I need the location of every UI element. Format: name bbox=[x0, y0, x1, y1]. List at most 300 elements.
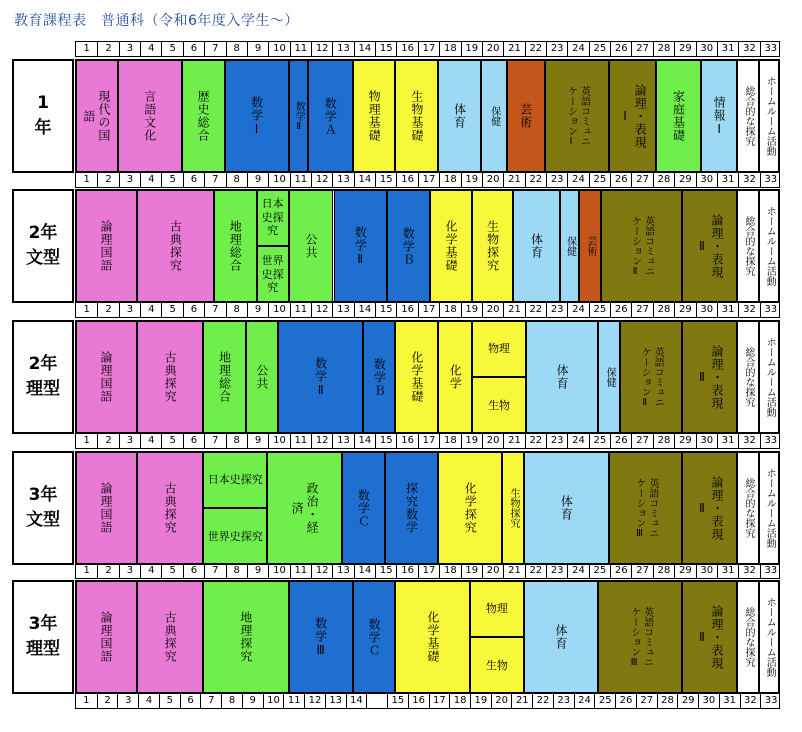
subject-cell bbox=[609, 451, 682, 565]
subject-name-part: 論理・表現 bbox=[633, 83, 648, 149]
subject-name-part: 数学Ⅲ bbox=[313, 616, 328, 658]
year-label-line: 文型 bbox=[26, 510, 60, 530]
period-number: 12 bbox=[311, 434, 332, 448]
subject-name-part: 政治・経 bbox=[305, 482, 320, 534]
subject-name-part: 語 bbox=[81, 109, 96, 123]
subject-name-part: 数学Ｂ bbox=[401, 226, 416, 266]
subject-label bbox=[439, 60, 480, 172]
period-number: 27 bbox=[631, 303, 652, 317]
period-number: 23 bbox=[546, 564, 567, 578]
subject-label bbox=[738, 190, 757, 302]
period-number: 33 bbox=[760, 694, 781, 708]
year-label-line: 3年 bbox=[28, 614, 58, 635]
subject-name-part: 論理国語 bbox=[98, 611, 113, 663]
period-number: 22 bbox=[525, 303, 546, 317]
period-number: 17 bbox=[418, 303, 439, 317]
period-number: 19 bbox=[461, 434, 482, 448]
subject-name-part: 情報Ⅰ bbox=[712, 95, 727, 137]
period-number: 16 bbox=[396, 173, 417, 187]
period-number: 27 bbox=[631, 434, 652, 448]
subject-cell bbox=[137, 451, 203, 565]
period-number: 12 bbox=[311, 564, 332, 578]
subject-cell bbox=[75, 320, 137, 434]
subject-name-part: 済 bbox=[290, 501, 305, 515]
period-number: 32 bbox=[738, 303, 759, 317]
subject-label bbox=[290, 190, 333, 302]
subject-name-part: 芸術 bbox=[518, 103, 533, 129]
period-number: 17 bbox=[418, 42, 439, 56]
period-number: 8 bbox=[226, 303, 247, 317]
period-number: 4 bbox=[140, 434, 161, 448]
subject-label bbox=[610, 452, 681, 564]
subject-name-part: 数学Ｂ bbox=[372, 357, 387, 397]
period-number: 26 bbox=[610, 42, 631, 56]
subject-name-part: ホームルーム活動 bbox=[764, 468, 776, 548]
period-number: 1 bbox=[83, 695, 90, 706]
subject-label bbox=[354, 60, 395, 172]
subject-cell bbox=[737, 59, 758, 173]
period-number: 8 bbox=[226, 434, 247, 448]
subject-name-part: 家庭基礎 bbox=[671, 90, 686, 142]
subject-name-part: 数学Ｃ bbox=[367, 617, 382, 657]
subject-name-part: ケーションⅡ bbox=[629, 215, 641, 277]
subject-cell bbox=[430, 189, 473, 303]
period-number: 32 bbox=[738, 42, 759, 56]
subject-name: 日本史探究 bbox=[261, 196, 284, 238]
period-number: 15 bbox=[375, 303, 396, 317]
period-number: 32 bbox=[738, 564, 759, 578]
period-number: 3 bbox=[117, 694, 138, 708]
period-number: 10 bbox=[268, 42, 289, 56]
subject-label bbox=[525, 452, 608, 564]
subject-cell bbox=[438, 59, 481, 173]
period-number: 15 bbox=[387, 694, 408, 708]
period-number: 6 bbox=[183, 434, 204, 448]
period-number: 1 bbox=[83, 174, 90, 185]
subject-name-part: 保健 bbox=[488, 106, 500, 126]
period-number: 33 bbox=[760, 564, 781, 578]
subject-name-part: 化学探究 bbox=[463, 482, 478, 534]
period-number: 20 bbox=[482, 564, 503, 578]
period-number: 13 bbox=[332, 564, 353, 578]
subject-label bbox=[473, 190, 512, 302]
subject-label bbox=[354, 581, 395, 693]
year-label bbox=[12, 451, 74, 565]
period-number: 29 bbox=[674, 564, 695, 578]
subject-cell bbox=[682, 189, 738, 303]
period-number: 28 bbox=[653, 564, 674, 578]
period-number: 11 bbox=[290, 434, 311, 448]
period-number-row bbox=[75, 302, 780, 318]
period-number: 16 bbox=[396, 303, 417, 317]
subject-name-part: 体育 bbox=[452, 103, 467, 129]
year-label-line: 2年 bbox=[28, 354, 58, 375]
period-number: 22 bbox=[525, 173, 546, 187]
subject-cell bbox=[203, 508, 267, 565]
subject-name-part: 数学Ⅰ bbox=[249, 95, 264, 137]
period-number: 7 bbox=[204, 42, 225, 56]
period-number: 26 bbox=[610, 434, 631, 448]
subject-cell bbox=[118, 59, 182, 173]
subject-cell bbox=[656, 59, 701, 173]
subject-label bbox=[503, 452, 522, 564]
subject-cell bbox=[759, 189, 780, 303]
subject-name-part: ホームルーム活動 bbox=[764, 76, 776, 156]
subject-cell bbox=[225, 59, 289, 173]
subject-name-part: 総合的な探究 bbox=[742, 347, 754, 407]
period-number-row bbox=[75, 563, 780, 579]
period-number: 29 bbox=[674, 303, 695, 317]
subject-cell bbox=[203, 580, 288, 694]
period-number: 6 bbox=[183, 303, 204, 317]
subject-label bbox=[335, 190, 386, 302]
period-number: 22 bbox=[532, 694, 553, 708]
subject-cell bbox=[481, 59, 507, 173]
subject-cell bbox=[560, 189, 579, 303]
period-number: 8 bbox=[226, 564, 247, 578]
subject-cell bbox=[75, 451, 137, 565]
subject-name: 物理 bbox=[485, 601, 508, 615]
subject-label bbox=[119, 60, 181, 172]
subject-name-part: 総合的な探究 bbox=[742, 86, 754, 146]
subject-label bbox=[599, 321, 618, 433]
subject-name-part: 数学Ⅱ bbox=[293, 100, 305, 132]
subject-name-part: 生物探究 bbox=[507, 488, 519, 528]
subject-label bbox=[580, 190, 599, 302]
subject-cell bbox=[545, 59, 609, 173]
period-number: 26 bbox=[610, 303, 631, 317]
period-number: 23 bbox=[546, 173, 567, 187]
period-number: 5 bbox=[159, 694, 180, 708]
year-label-line: 理型 bbox=[26, 639, 60, 659]
subject-label bbox=[76, 581, 136, 693]
period-number: 28 bbox=[653, 173, 674, 187]
subject-label bbox=[138, 190, 213, 302]
subject-name-part: 現代の国 bbox=[96, 90, 111, 142]
period-number: 21 bbox=[503, 303, 524, 317]
subject-name-part: 化学 bbox=[448, 364, 463, 390]
subject-name-part: 総合的な探究 bbox=[742, 216, 754, 276]
subject-cell bbox=[759, 451, 780, 565]
period-number: 9 bbox=[247, 434, 268, 448]
period-number: 23 bbox=[546, 42, 567, 56]
period-number bbox=[366, 694, 387, 708]
subject-cell bbox=[737, 320, 758, 434]
period-number: 31 bbox=[717, 303, 738, 317]
subject-label bbox=[396, 321, 437, 433]
subject-label bbox=[183, 60, 224, 172]
subject-label bbox=[702, 60, 736, 172]
subject-cell bbox=[502, 451, 523, 565]
subject-cell bbox=[342, 451, 385, 565]
period-number: 12 bbox=[304, 694, 325, 708]
period-number: 8 bbox=[226, 42, 247, 56]
subject-cell bbox=[289, 189, 334, 303]
period-number: 4 bbox=[140, 564, 161, 578]
subject-label bbox=[508, 60, 544, 172]
period-number: 29 bbox=[677, 694, 698, 708]
period-number-row bbox=[75, 41, 780, 57]
period-number: 17 bbox=[418, 564, 439, 578]
period-number-row bbox=[75, 693, 780, 709]
year-label bbox=[12, 320, 74, 434]
subject-cell bbox=[395, 580, 470, 694]
period-number: 28 bbox=[653, 303, 674, 317]
subject-name-part: 保健 bbox=[604, 367, 616, 387]
period-number: 6 bbox=[180, 694, 201, 708]
subject-label bbox=[439, 321, 471, 433]
period-number: 27 bbox=[631, 564, 652, 578]
subject-cell bbox=[682, 451, 738, 565]
subject-label bbox=[386, 452, 437, 564]
period-number: 32 bbox=[738, 434, 759, 448]
period-number: 24 bbox=[567, 564, 588, 578]
subject-cell bbox=[759, 580, 780, 694]
subject-cell bbox=[682, 320, 738, 434]
subject-label bbox=[683, 321, 737, 433]
period-number: 18 bbox=[439, 564, 460, 578]
period-number: 29 bbox=[674, 42, 695, 56]
period-number: 20 bbox=[482, 303, 503, 317]
subject-name-part: 生物探究 bbox=[485, 220, 500, 272]
subject-label bbox=[738, 321, 757, 433]
period-number: 13 bbox=[332, 434, 353, 448]
period-number: 30 bbox=[696, 434, 717, 448]
subject-name: 世界史探究 bbox=[261, 253, 284, 295]
subject-label bbox=[76, 452, 136, 564]
period-number: 13 bbox=[332, 42, 353, 56]
subject-label bbox=[431, 190, 472, 302]
subject-name-part: ケーションⅢ bbox=[633, 477, 645, 539]
period-number: 3 bbox=[119, 303, 140, 317]
period-number: 7 bbox=[204, 303, 225, 317]
period-number: 21 bbox=[503, 173, 524, 187]
subject-label bbox=[204, 581, 287, 693]
year-label-line: 1 bbox=[37, 93, 49, 114]
subject-cell bbox=[701, 59, 737, 173]
period-number: 27 bbox=[631, 173, 652, 187]
period-number: 19 bbox=[461, 564, 482, 578]
subject-name-part: 英語コミュニ bbox=[641, 607, 653, 667]
period-number: 15 bbox=[375, 434, 396, 448]
subject-label bbox=[683, 452, 737, 564]
subject-name-part: 化学基礎 bbox=[443, 220, 458, 272]
subject-cell bbox=[598, 580, 681, 694]
period-number: 33 bbox=[760, 42, 781, 56]
subject-label bbox=[683, 190, 737, 302]
subject-name: 生物 bbox=[488, 398, 511, 412]
subject-label bbox=[258, 190, 288, 245]
period-number: 31 bbox=[717, 564, 738, 578]
period-number: 2 bbox=[97, 434, 118, 448]
subject-label bbox=[657, 60, 700, 172]
period-number: 10 bbox=[268, 434, 289, 448]
period-number: 10 bbox=[268, 173, 289, 187]
subject-label bbox=[138, 452, 202, 564]
period-number: 30 bbox=[696, 42, 717, 56]
period-number: 25 bbox=[594, 694, 615, 708]
subject-name-part: 体育 bbox=[529, 233, 544, 259]
subject-cell bbox=[472, 189, 513, 303]
period-number: 18 bbox=[439, 173, 460, 187]
subject-label bbox=[473, 321, 524, 376]
period-number: 28 bbox=[653, 434, 674, 448]
subject-label bbox=[760, 581, 779, 693]
subject-label bbox=[473, 378, 524, 433]
subject-cell bbox=[513, 189, 560, 303]
subject-label bbox=[364, 321, 394, 433]
subject-label bbox=[683, 581, 737, 693]
period-number: 9 bbox=[247, 173, 268, 187]
subject-label bbox=[599, 581, 680, 693]
subject-name: 物理 bbox=[488, 341, 511, 355]
period-number: 6 bbox=[183, 564, 204, 578]
subject-name-part: 数学Ａ bbox=[323, 96, 338, 136]
period-number: 33 bbox=[760, 173, 781, 187]
subject-cell bbox=[438, 320, 472, 434]
period-number: 14 bbox=[346, 694, 367, 708]
period-number: 2 bbox=[97, 303, 118, 317]
subject-name-part: 数学Ⅱ bbox=[313, 356, 328, 398]
period-number: 19 bbox=[461, 173, 482, 187]
subject-cell bbox=[137, 580, 203, 694]
subject-name-part: 歴史総合 bbox=[196, 90, 211, 142]
subject-name-part: 探究数学 bbox=[404, 482, 419, 534]
period-number: 26 bbox=[610, 564, 631, 578]
period-number: 11 bbox=[290, 42, 311, 56]
subject-label bbox=[76, 60, 117, 172]
period-number: 1 bbox=[83, 43, 90, 54]
period-number: 28 bbox=[657, 694, 678, 708]
subject-cell bbox=[203, 451, 267, 508]
subject-label bbox=[760, 452, 779, 564]
period-number: 9 bbox=[247, 303, 268, 317]
period-number: 26 bbox=[615, 694, 636, 708]
subject-name-part: 公共 bbox=[304, 233, 319, 259]
subject-label bbox=[561, 190, 578, 302]
period-number: 6 bbox=[183, 173, 204, 187]
period-number: 5 bbox=[161, 173, 182, 187]
period-number: 25 bbox=[589, 173, 610, 187]
subject-name-part: 英語コミュニ bbox=[652, 347, 664, 407]
subject-cell bbox=[267, 451, 342, 565]
subject-cell bbox=[257, 189, 289, 246]
subject-cell bbox=[472, 320, 525, 377]
subject-cell bbox=[278, 320, 363, 434]
period-number: 18 bbox=[449, 694, 470, 708]
period-number: 2 bbox=[97, 564, 118, 578]
period-number: 21 bbox=[503, 564, 524, 578]
subject-cell bbox=[353, 59, 396, 173]
period-number: 3 bbox=[119, 173, 140, 187]
subject-name: 世界史探究 bbox=[207, 529, 263, 543]
subject-name-part: Ⅱ bbox=[694, 500, 709, 516]
subject-name-part: 論理国語 bbox=[98, 482, 113, 534]
subject-name: 生物 bbox=[485, 658, 508, 672]
subject-label bbox=[258, 247, 288, 302]
period-number: 13 bbox=[332, 303, 353, 317]
period-number: 4 bbox=[138, 694, 159, 708]
subject-cell bbox=[620, 320, 682, 434]
period-number: 16 bbox=[396, 434, 417, 448]
subject-cell bbox=[524, 580, 599, 694]
subject-name-part: Ⅱ bbox=[694, 369, 709, 385]
period-number: 13 bbox=[332, 173, 353, 187]
subject-name-part: 論理・表現 bbox=[709, 213, 724, 279]
subject-label bbox=[439, 452, 501, 564]
period-number: 27 bbox=[636, 694, 657, 708]
subject-label bbox=[204, 452, 266, 507]
subject-name-part: 公共 bbox=[254, 364, 269, 390]
subject-label bbox=[396, 60, 437, 172]
subject-name-part: 体育 bbox=[554, 624, 568, 650]
period-number: 8 bbox=[226, 173, 247, 187]
period-number: 9 bbox=[247, 564, 268, 578]
period-number: 20 bbox=[482, 434, 503, 448]
subject-label bbox=[738, 60, 757, 172]
period-number: 19 bbox=[470, 694, 491, 708]
subject-cell bbox=[395, 320, 438, 434]
subject-name-part: 数学Ⅱ bbox=[353, 225, 368, 267]
subject-label bbox=[343, 452, 384, 564]
subject-name-part: 古典探究 bbox=[163, 351, 178, 403]
subject-name-part: Ⅱ bbox=[694, 629, 709, 645]
subject-name-part: 古典探究 bbox=[163, 611, 178, 663]
period-number: 2 bbox=[97, 694, 118, 708]
period-number: 7 bbox=[204, 564, 225, 578]
subject-cell bbox=[737, 189, 758, 303]
period-number: 24 bbox=[567, 42, 588, 56]
subject-cell bbox=[353, 580, 396, 694]
subject-cell bbox=[470, 637, 523, 694]
subject-cell bbox=[137, 320, 203, 434]
subject-label bbox=[738, 581, 757, 693]
subject-name-part: ホームルーム活動 bbox=[764, 597, 776, 677]
subject-name-part: Ⅱ bbox=[694, 238, 709, 254]
period-number: 23 bbox=[546, 434, 567, 448]
subject-cell bbox=[395, 59, 438, 173]
subject-name-part: ケーションⅢ bbox=[628, 606, 640, 668]
subject-label bbox=[482, 60, 506, 172]
year-label bbox=[12, 580, 74, 694]
period-number: 7 bbox=[204, 173, 225, 187]
subject-label bbox=[760, 321, 779, 433]
subject-name-part: ホームルーム活動 bbox=[764, 206, 776, 286]
period-number: 24 bbox=[567, 173, 588, 187]
subject-cell bbox=[257, 246, 289, 303]
year-label bbox=[12, 189, 74, 303]
subject-name-part: 英語コミュニ bbox=[642, 216, 654, 276]
subject-cell bbox=[470, 580, 523, 637]
period-number-row bbox=[75, 433, 780, 449]
subject-name-part: 論理国語 bbox=[98, 220, 113, 272]
period-number: 22 bbox=[525, 434, 546, 448]
period-number: 27 bbox=[631, 42, 652, 56]
subject-cell bbox=[682, 580, 738, 694]
period-number: 13 bbox=[325, 694, 346, 708]
subject-name-part: 化学基礎 bbox=[425, 611, 440, 663]
period-number: 5 bbox=[161, 564, 182, 578]
subject-name-part: 地理総合 bbox=[217, 351, 232, 403]
period-number: 25 bbox=[589, 564, 610, 578]
subject-cell bbox=[472, 377, 525, 434]
subject-name-part: 論理・表現 bbox=[709, 344, 724, 410]
subject-cell bbox=[507, 59, 545, 173]
period-number: 4 bbox=[140, 173, 161, 187]
period-number: 12 bbox=[311, 303, 332, 317]
subject-name-part: ケーションⅠ bbox=[565, 85, 577, 147]
period-number: 14 bbox=[354, 564, 375, 578]
